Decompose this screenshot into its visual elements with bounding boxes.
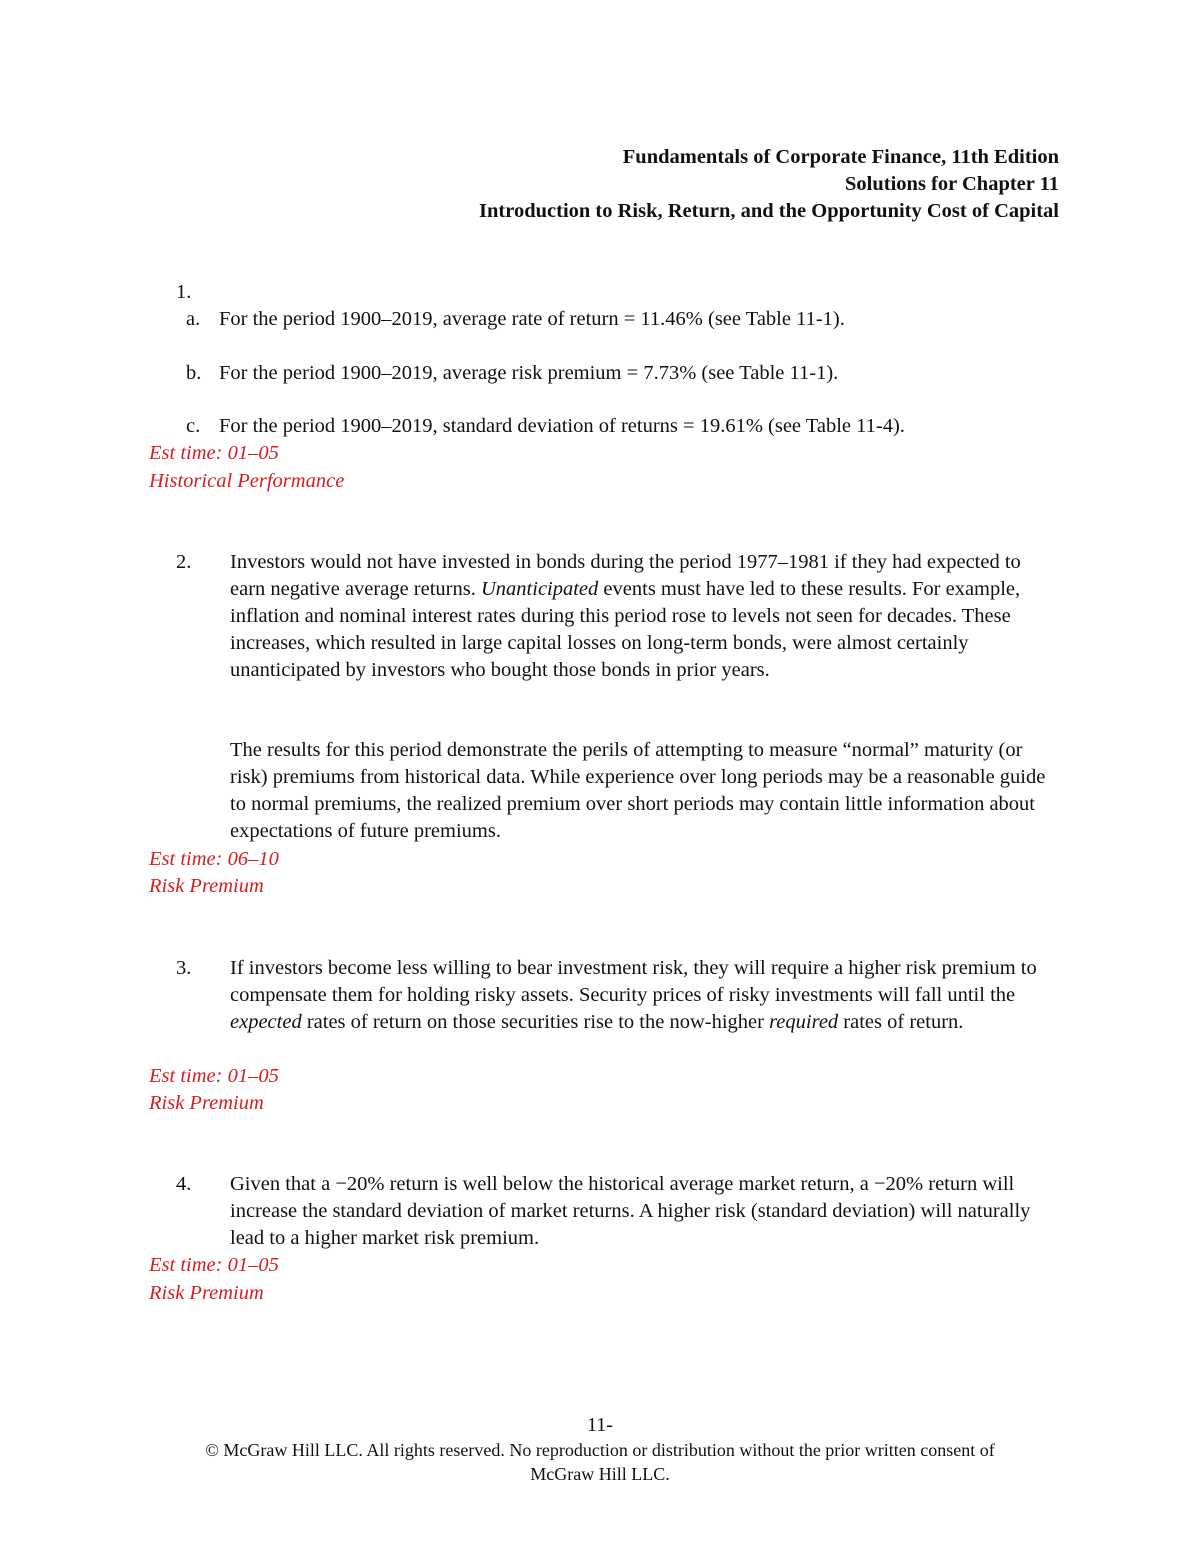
question-1a-text: For the period 1900–2019, average rate of return = 11.46% (see Table 11-1).: [219, 308, 845, 330]
question-3-italic-required: required: [769, 1011, 839, 1033]
page-footer: [0, 1412, 1200, 1486]
question-2-number: 2.: [176, 551, 192, 573]
question-1b-label: b.: [186, 362, 202, 384]
question-3-topic: Risk Premium: [149, 1092, 264, 1114]
page-number: 11-: [587, 1414, 613, 1436]
question-4-est-time: Est time: 01–05: [149, 1254, 279, 1276]
question-2-text-a: Investors would not have invested in bonds during the period 1977–1981 if they had expected to earn negative average returns.: [230, 551, 1021, 600]
copyright-line-1: © McGraw Hill LLC. All rights reserved. No reproduction or distribution without the prior written consent of: [205, 1440, 995, 1460]
question-3-est-time: Est time: 01–05: [149, 1065, 279, 1087]
question-2-est-time: Est time: 06–10: [149, 848, 279, 870]
chapter-label: Solutions for Chapter 11: [845, 173, 1059, 195]
chapter-title: Introduction to Risk, Return, and the Opportunity Cost of Capital: [479, 200, 1059, 222]
question-2-text-b: events must have led to these results. For example, inflation and nominal interest rates during this period rose to levels not seen for decades. These increases, which resulted in large capital losses on long-term bonds, were almost certainly unanticipated by investors who bought those bonds in prior years.: [230, 578, 1021, 681]
question-2-paragraph-2: The results for this period demonstrate the perils of attempting to measure “normal” maturity (or risk) premiums from historical data. While experience over long periods may be a reasonable guide to normal premiums, the realized premium over short periods may contain little information about expectations of future premiums.: [230, 739, 1046, 842]
question-1-est-time: Est time: 01–05: [149, 442, 279, 464]
question-1c-label: c.: [186, 415, 201, 437]
question-3-number: 3.: [176, 957, 192, 979]
question-3-text: [230, 955, 1060, 1036]
question-1a: [186, 306, 845, 333]
question-4-text: Given that a −20% return is well below the historical average market return, a −20% return will increase the standard deviation of market returns. A higher risk (standard deviation) will naturally lead to a higher market risk premium.: [230, 1173, 1031, 1249]
question-3-text-a: If investors become less willing to bear investment risk, they will require a higher risk premium to compensate them for holding risky assets. Security prices of risky investments will fall until the: [230, 957, 1037, 1006]
question-4-number: 4.: [176, 1173, 192, 1195]
question-1b: [186, 360, 838, 387]
question-2-paragraph-1: [230, 549, 1060, 684]
question-1c-text: For the period 1900–2019, standard deviation of returns = 19.61% (see Table 11-4).: [219, 415, 905, 437]
question-1-number: 1.: [176, 281, 192, 303]
question-3-italic-expected: expected: [230, 1011, 302, 1033]
question-1b-text: For the period 1900–2019, average risk premium = 7.73% (see Table 11-1).: [219, 362, 839, 384]
question-1a-label: a.: [186, 308, 201, 330]
question-1c: [186, 413, 905, 440]
question-3-text-b: rates of return on those securities rise to the now-higher: [301, 1011, 770, 1033]
question-3-text-c: rates of return.: [838, 1011, 964, 1033]
copyright-line-2: McGraw Hill LLC.: [530, 1464, 670, 1484]
question-4-topic: Risk Premium: [149, 1282, 264, 1304]
question-2-italic: Unanticipated: [481, 578, 599, 600]
question-1-topic: Historical Performance: [149, 470, 345, 492]
document-header: [479, 144, 1059, 225]
book-title: Fundamentals of Corporate Finance, 11th Edition: [622, 146, 1059, 168]
question-2-topic: Risk Premium: [149, 875, 264, 897]
